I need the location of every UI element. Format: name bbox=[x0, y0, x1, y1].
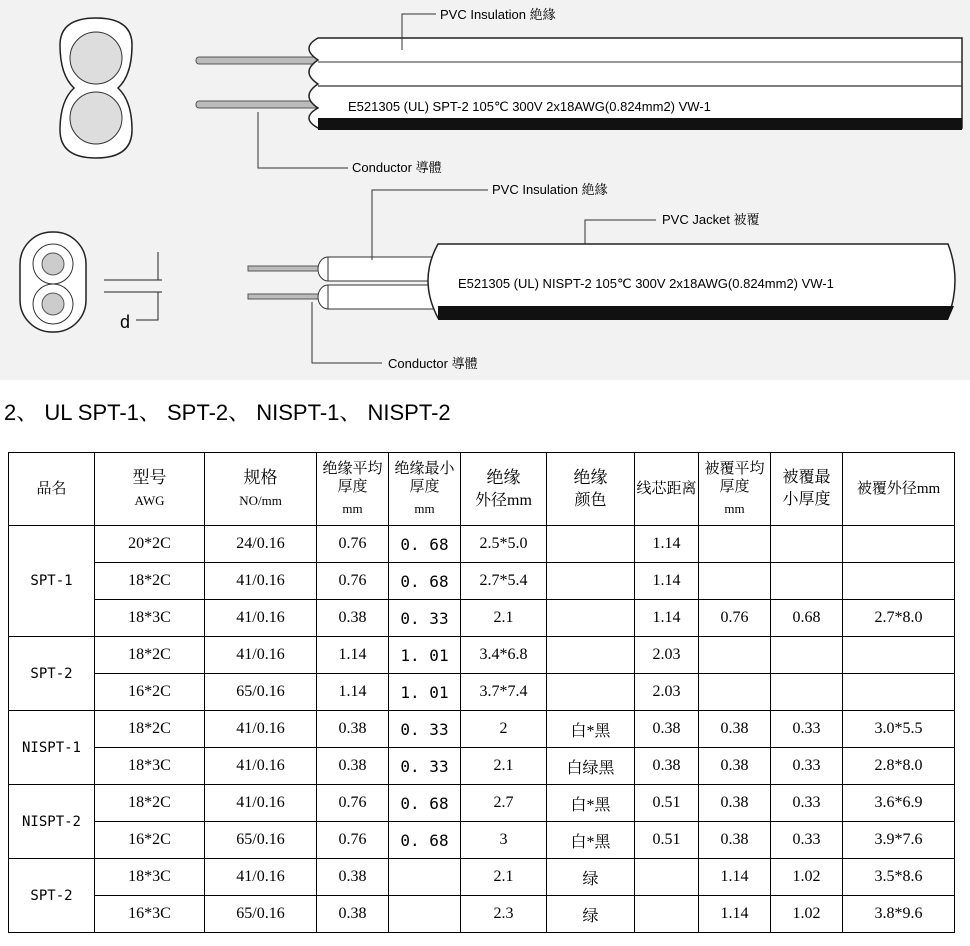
core-dist-cell: 1.14 bbox=[635, 600, 699, 637]
header-spec: 规格 NO/mm bbox=[205, 453, 317, 526]
core-dist-cell bbox=[635, 896, 699, 933]
ins-color-cell: 白*黑 bbox=[547, 711, 635, 748]
ins-avg-cell: 1.14 bbox=[317, 637, 389, 674]
ins-avg-cell: 0.76 bbox=[317, 785, 389, 822]
ins-color-cell: 绿 bbox=[547, 859, 635, 896]
core-dist-cell: 2.03 bbox=[635, 637, 699, 674]
jacket-avg-cell: 0.38 bbox=[699, 822, 771, 859]
jacket-min-cell: 0.33 bbox=[771, 822, 843, 859]
header-insulation-avg: 绝缘平均厚度 mm bbox=[317, 453, 389, 526]
header-jacket-avg: 被覆平均厚度 mm bbox=[699, 453, 771, 526]
jacket-min-cell: 0.33 bbox=[771, 711, 843, 748]
jacket-avg-cell: 1.14 bbox=[699, 896, 771, 933]
ins-od-cell: 3 bbox=[461, 822, 547, 859]
jacket-avg-cell bbox=[699, 563, 771, 600]
ins-od-cell: 2.7*5.4 bbox=[461, 563, 547, 600]
header-name: 品名 bbox=[9, 453, 95, 526]
core-dist-cell: 1.14 bbox=[635, 563, 699, 600]
jacket-min-cell: 0.33 bbox=[771, 785, 843, 822]
jacket-od-cell bbox=[843, 526, 955, 563]
header-core-distance: 线芯距离 bbox=[635, 453, 699, 526]
ins-avg-cell: 0.76 bbox=[317, 526, 389, 563]
model-cell: 16*2C bbox=[95, 674, 205, 711]
product-name-cell: NISPT-1 bbox=[9, 711, 95, 785]
model-cell: 16*3C bbox=[95, 896, 205, 933]
ins-color-cell bbox=[547, 674, 635, 711]
table-row bbox=[9, 674, 955, 711]
spec-cell: 41/0.16 bbox=[205, 711, 317, 748]
core-dist-cell: 2.03 bbox=[635, 674, 699, 711]
spec-cell: 41/0.16 bbox=[205, 563, 317, 600]
ins-min-cell bbox=[389, 859, 461, 896]
ins-min-cell: 0. 33 bbox=[389, 748, 461, 785]
jacket-avg-cell bbox=[699, 526, 771, 563]
spt2-cable-diagram bbox=[0, 0, 970, 180]
dimension-label: d bbox=[120, 312, 131, 332]
header-insulation-color: 绝缘 颜色 bbox=[547, 453, 635, 526]
ins-color-cell bbox=[547, 526, 635, 563]
core-dist-cell: 1.14 bbox=[635, 526, 699, 563]
jacket-od-cell bbox=[843, 637, 955, 674]
ins-color-cell bbox=[547, 600, 635, 637]
ins-od-cell: 3.4*6.8 bbox=[461, 637, 547, 674]
jacket-od-cell: 3.0*5.5 bbox=[843, 711, 955, 748]
ins-min-cell: 0. 68 bbox=[389, 563, 461, 600]
ins-od-cell: 3.7*7.4 bbox=[461, 674, 547, 711]
jacket-od-cell: 3.8*9.6 bbox=[843, 896, 955, 933]
product-name-cell: SPT-2 bbox=[9, 637, 95, 711]
model-cell: 18*2C bbox=[95, 785, 205, 822]
table-row bbox=[9, 563, 955, 600]
section-heading: 2、 UL SPT-1、 SPT-2、 NISPT-1、 NISPT-2 bbox=[4, 400, 451, 425]
spec-cell: 41/0.16 bbox=[205, 859, 317, 896]
ins-avg-cell: 0.38 bbox=[317, 600, 389, 637]
model-cell: 18*2C bbox=[95, 711, 205, 748]
cable-print-text: E521305 (UL) SPT-2 105℃ 300V 2x18AWG(0.824mm2) VW-1 bbox=[348, 99, 711, 114]
jacket-avg-cell: 0.76 bbox=[699, 600, 771, 637]
jacket-avg-cell: 0.38 bbox=[699, 748, 771, 785]
header-jacket-min: 被覆最 小厚度 bbox=[771, 453, 843, 526]
jacket-avg-cell: 0.38 bbox=[699, 711, 771, 748]
ins-avg-cell: 0.76 bbox=[317, 822, 389, 859]
model-cell: 18*3C bbox=[95, 748, 205, 785]
core-dist-cell: 0.38 bbox=[635, 711, 699, 748]
nispt2-cable-diagram bbox=[0, 180, 970, 380]
header-insulation-od: 绝缘 外径mm bbox=[461, 453, 547, 526]
ins-min-cell: 1. 01 bbox=[389, 674, 461, 711]
ins-min-cell: 0. 33 bbox=[389, 711, 461, 748]
insulation-label: PVC Insulation 絶緣 bbox=[492, 182, 608, 197]
ins-avg-cell: 0.38 bbox=[317, 859, 389, 896]
ins-avg-cell: 0.76 bbox=[317, 563, 389, 600]
ins-od-cell: 2.1 bbox=[461, 600, 547, 637]
table-row bbox=[9, 637, 955, 674]
jacket-od-cell: 2.7*8.0 bbox=[843, 600, 955, 637]
jacket-avg-cell: 0.38 bbox=[699, 785, 771, 822]
model-cell: 18*2C bbox=[95, 563, 205, 600]
ins-color-cell: 白*黑 bbox=[547, 785, 635, 822]
ins-avg-cell: 1.14 bbox=[317, 674, 389, 711]
ins-avg-cell: 0.38 bbox=[317, 711, 389, 748]
jacket-min-cell: 0.33 bbox=[771, 748, 843, 785]
core-dist-cell bbox=[635, 859, 699, 896]
ins-od-cell: 2.1 bbox=[461, 748, 547, 785]
jacket-min-cell bbox=[771, 637, 843, 674]
core-dist-cell: 0.38 bbox=[635, 748, 699, 785]
jacket-avg-cell bbox=[699, 674, 771, 711]
model-cell: 18*3C bbox=[95, 600, 205, 637]
ins-min-cell: 0. 68 bbox=[389, 822, 461, 859]
jacket-min-cell bbox=[771, 526, 843, 563]
header-jacket-od: 被覆外径mm bbox=[843, 453, 955, 526]
ins-color-cell bbox=[547, 637, 635, 674]
core-dist-cell: 0.51 bbox=[635, 822, 699, 859]
table-row bbox=[9, 526, 955, 563]
header-insulation-min: 绝缘最小厚度 mm bbox=[389, 453, 461, 526]
table-row bbox=[9, 785, 955, 822]
product-name-cell: SPT-2 bbox=[9, 859, 95, 933]
ins-color-cell: 白绿黑 bbox=[547, 748, 635, 785]
jacket-min-cell: 1.02 bbox=[771, 896, 843, 933]
jacket-avg-cell bbox=[699, 637, 771, 674]
cable-cross-section-icon bbox=[20, 232, 86, 332]
table-row bbox=[9, 822, 955, 859]
jacket-min-cell bbox=[771, 674, 843, 711]
ins-min-cell: 0. 68 bbox=[389, 526, 461, 563]
model-cell: 16*2C bbox=[95, 822, 205, 859]
jacket-min-cell: 0.68 bbox=[771, 600, 843, 637]
ins-min-cell bbox=[389, 896, 461, 933]
conductor-label: Conductor 導體 bbox=[388, 356, 478, 371]
jacket-od-cell: 3.9*7.6 bbox=[843, 822, 955, 859]
table-row bbox=[9, 859, 955, 896]
spec-cell: 41/0.16 bbox=[205, 785, 317, 822]
ins-od-cell: 2.5*5.0 bbox=[461, 526, 547, 563]
jacket-od-cell: 3.6*6.9 bbox=[843, 785, 955, 822]
table-row bbox=[9, 748, 955, 785]
spec-cell: 41/0.16 bbox=[205, 748, 317, 785]
spec-cell: 41/0.16 bbox=[205, 637, 317, 674]
ins-od-cell: 2 bbox=[461, 711, 547, 748]
ins-color-cell: 绿 bbox=[547, 896, 635, 933]
product-name-cell: SPT-1 bbox=[9, 526, 95, 637]
spec-cell: 24/0.16 bbox=[205, 526, 317, 563]
core-dist-cell: 0.51 bbox=[635, 785, 699, 822]
jacket-od-cell bbox=[843, 674, 955, 711]
ins-avg-cell: 0.38 bbox=[317, 896, 389, 933]
ins-color-cell: 白*黑 bbox=[547, 822, 635, 859]
model-cell: 18*3C bbox=[95, 859, 205, 896]
ins-od-cell: 2.7 bbox=[461, 785, 547, 822]
insulation-label: PVC Insulation 絶緣 bbox=[440, 7, 556, 22]
conductor-label: Conductor 導體 bbox=[352, 160, 442, 175]
spec-cell: 41/0.16 bbox=[205, 600, 317, 637]
table-row bbox=[9, 711, 955, 748]
jacket-avg-cell: 1.14 bbox=[699, 859, 771, 896]
ins-avg-cell: 0.38 bbox=[317, 748, 389, 785]
ins-color-cell bbox=[547, 563, 635, 600]
product-name-cell: NISPT-2 bbox=[9, 785, 95, 859]
ins-min-cell: 0. 68 bbox=[389, 785, 461, 822]
ins-min-cell: 1. 01 bbox=[389, 637, 461, 674]
jacket-od-cell: 3.5*8.6 bbox=[843, 859, 955, 896]
jacket-min-cell: 1.02 bbox=[771, 859, 843, 896]
spec-cell: 65/0.16 bbox=[205, 896, 317, 933]
model-cell: 20*2C bbox=[95, 526, 205, 563]
jacket-od-cell bbox=[843, 563, 955, 600]
jacket-od-cell: 2.8*8.0 bbox=[843, 748, 955, 785]
table-header-row bbox=[9, 453, 955, 526]
table-row bbox=[9, 896, 955, 933]
table-row bbox=[9, 600, 955, 637]
spec-table bbox=[8, 452, 955, 933]
ins-od-cell: 2.3 bbox=[461, 896, 547, 933]
model-cell: 18*2C bbox=[95, 637, 205, 674]
ins-od-cell: 2.1 bbox=[461, 859, 547, 896]
cable-print-text: E521305 (UL) NISPT-2 105℃ 300V 2x18AWG(0.824mm2) VW-1 bbox=[458, 276, 834, 291]
spec-cell: 65/0.16 bbox=[205, 674, 317, 711]
header-model: 型号 AWG bbox=[95, 453, 205, 526]
ins-min-cell: 0. 33 bbox=[389, 600, 461, 637]
jacket-label: PVC Jacket 被覆 bbox=[662, 212, 760, 227]
spec-cell: 65/0.16 bbox=[205, 822, 317, 859]
jacket-min-cell bbox=[771, 563, 843, 600]
